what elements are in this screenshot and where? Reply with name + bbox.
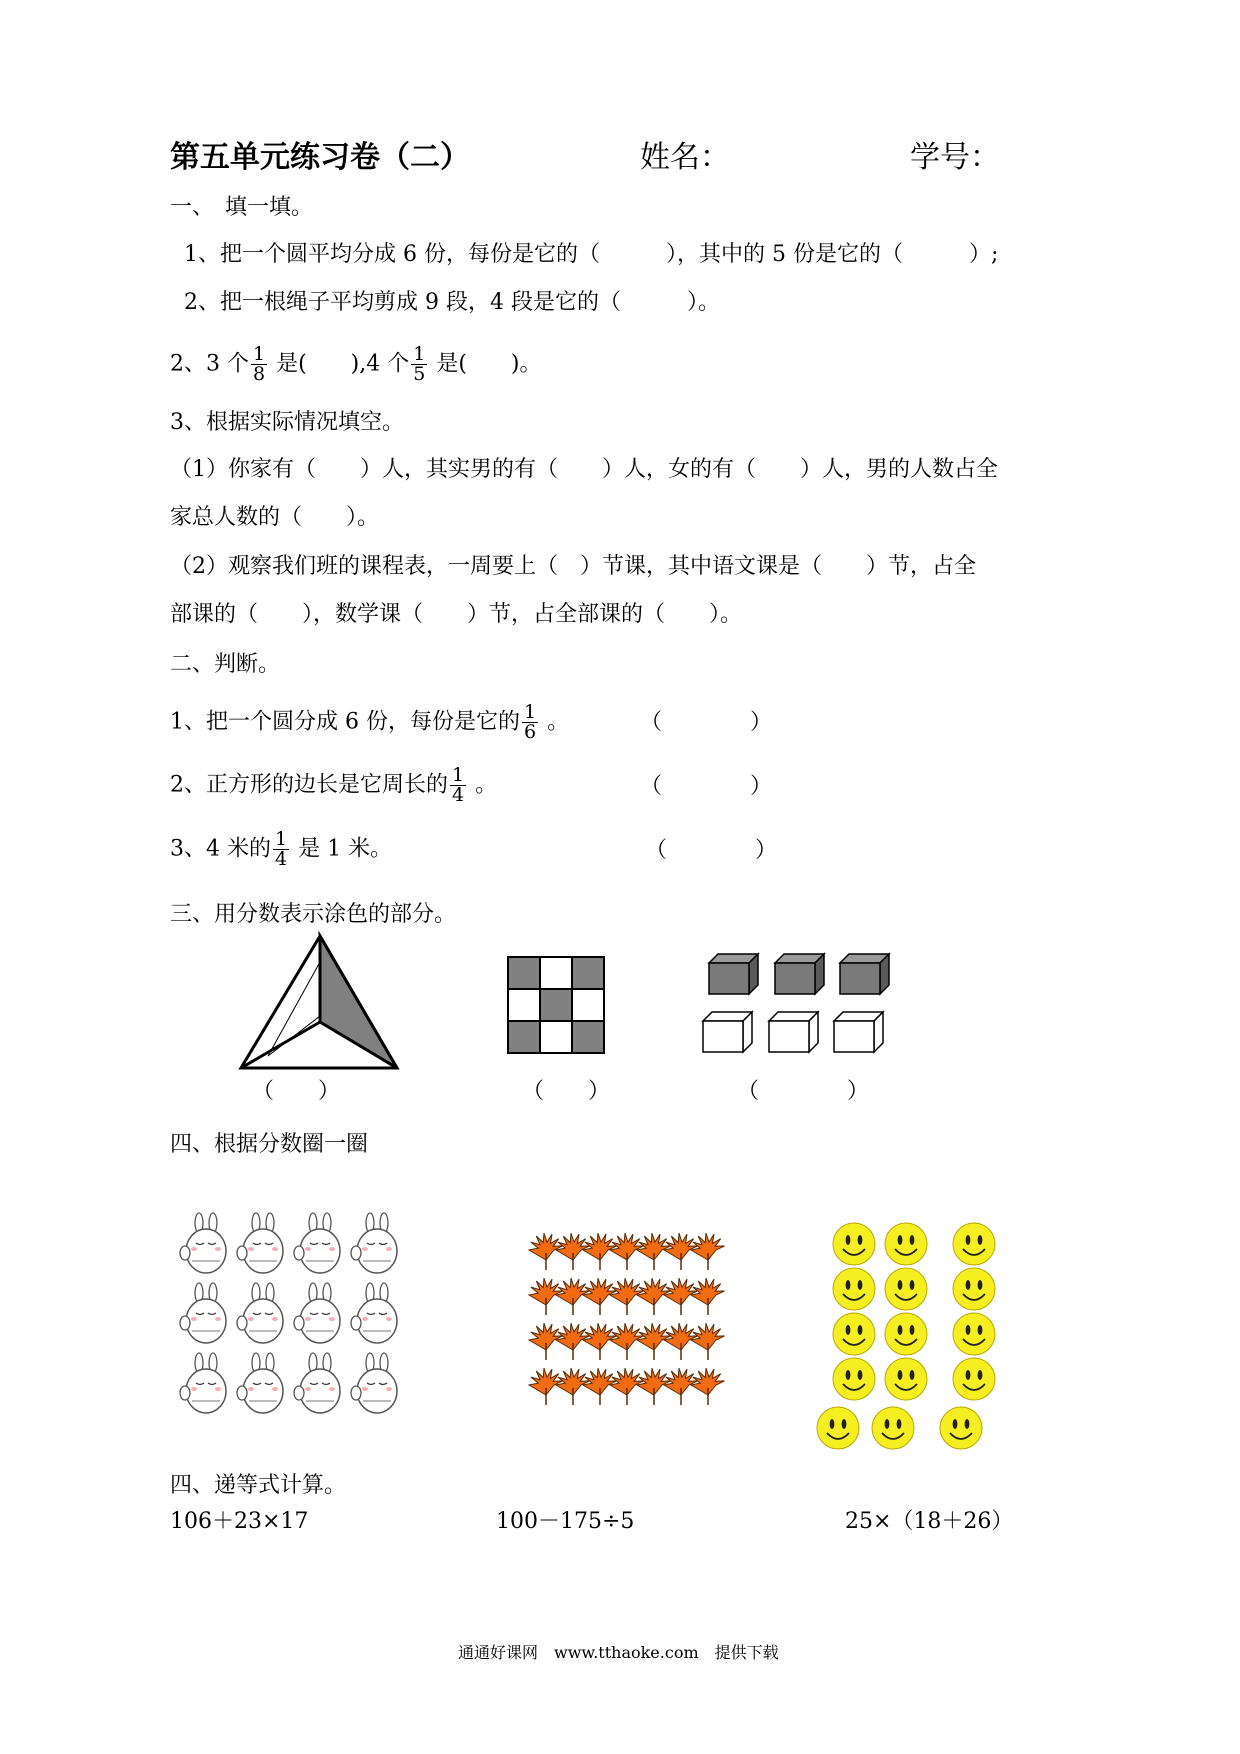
fraction-one-quarter [273,830,289,869]
judge-1-end: 。 [540,709,570,735]
rabbit-cheek [248,1387,254,1391]
fraction-one-fifth [411,345,427,384]
leaf-icon [556,1368,590,1405]
leaf-icon [637,1368,671,1405]
rabbit-cheek [215,1387,221,1391]
smiley-eye [978,1235,983,1245]
rabbit-icon [180,1353,226,1413]
smiley-eye [978,1280,983,1290]
rabbit-cheek [329,1247,335,1251]
smiley-eye [830,1419,835,1429]
smiley-icon [833,1223,875,1265]
rabbit-cheek [386,1247,392,1251]
leaf-icon [610,1323,644,1360]
rabbit-cheek [215,1247,221,1251]
rabbit-icon [351,1283,397,1343]
rabbit-cheek [191,1387,197,1391]
smiley-eye [858,1280,863,1290]
fraction-one-sixth [522,703,538,742]
leaf-icon [529,1368,563,1405]
fraction-one-quarter [450,766,466,805]
smiley-eye [965,1419,970,1429]
grid-cell [540,1021,572,1053]
judge-3-end: 是 1 米。 [291,836,393,862]
judge-3 [170,830,392,869]
rabbit-paw [351,1386,361,1400]
smiley-icon [885,1313,927,1355]
section3-heading: 三、用分数表示涂色的部分。 [170,902,457,927]
leaf-icon [583,1233,617,1270]
cube-unshaded [703,1012,752,1052]
grid-cell [572,989,604,1021]
question-2-mid: 是( ),4 个 [269,351,410,377]
rabbit-paw [237,1386,247,1400]
leaf-icon [637,1323,671,1360]
cubes-figure [703,952,883,1062]
cube-front-face [834,1021,874,1052]
fraction-one-eighth [251,345,267,384]
cube-unshaded [769,1012,818,1052]
leaf-icon [556,1323,590,1360]
cube-unshaded [834,1012,883,1052]
rabbit-icon [180,1213,226,1273]
smiley-eye [953,1419,958,1429]
page-title: 第五单元练习卷（二） [170,140,470,175]
fraction-numerator: 1 [523,701,537,723]
grid-cell-shaded [508,1021,540,1053]
rabbit-paw [180,1246,190,1260]
rabbit-paw [351,1316,361,1330]
rabbit-icon [294,1283,340,1343]
grid-cell-shaded [572,957,604,989]
smiley-face [872,1407,914,1449]
cube-front-face [769,1021,809,1052]
leaf-icon [610,1368,644,1405]
leaf-icon [583,1278,617,1315]
grid-cell [508,989,540,1021]
leaf-icon [691,1368,725,1405]
rabbit-body [357,1369,397,1413]
rabbit-icon [351,1213,397,1273]
rabbit-icon [294,1213,340,1273]
cube-shaded [840,954,889,994]
smiley-eye [846,1325,851,1335]
smiley-eye [966,1325,971,1335]
rabbit-icon [294,1353,340,1413]
smiley-icon [833,1268,875,1310]
fraction-denominator: 6 [523,721,537,743]
leaf-icon [529,1278,563,1315]
question-3-2-line1: （2）观察我们班的课程表，一周要上（ ）节课，其中语文课是（ ）节，占全 [170,554,976,579]
judge-3-answer: （ ） [645,838,778,863]
smiley-face [833,1268,875,1310]
judge-2-text: 2、正方形的边长是它周长的 [170,772,448,798]
smiley-face [885,1268,927,1310]
smiley-icon [833,1358,875,1400]
smiley-eye [846,1235,851,1245]
rabbit-cheek [215,1317,221,1321]
smiley-face [940,1407,982,1449]
rabbit-cheek [305,1317,311,1321]
rabbit-cheek [248,1317,254,1321]
smiley-face [833,1313,875,1355]
footer-credit: 通通好课网 www.tthaoke.com 提供下载 [458,1643,779,1662]
rabbit-paw [294,1316,304,1330]
smiley-icon [940,1407,982,1449]
rabbit-cheek [191,1317,197,1321]
cube-shaded [709,954,758,994]
section1-heading: 一、 填一填。 [170,195,314,220]
smiley-icon [872,1407,914,1449]
leaf-icon [664,1233,698,1270]
smiley-face [817,1407,859,1449]
leaf-icon [556,1278,590,1315]
leaf-icon [664,1278,698,1315]
leaf-icon [664,1323,698,1360]
rabbit-cheek [191,1247,197,1251]
rabbit-icon [237,1353,283,1413]
expression-3: 25×（18＋26） [845,1509,1014,1534]
rabbit-body [186,1369,226,1413]
rabbit-cheek [362,1317,368,1321]
rabbit-body [300,1369,340,1413]
cube-front-face [775,963,815,994]
smiley-eye [898,1370,903,1380]
smiley-eye [898,1235,903,1245]
rabbit-cheek [272,1317,278,1321]
leaf-icon [583,1323,617,1360]
rabbit-paw [180,1316,190,1330]
rabbit-cheek [272,1247,278,1251]
smiley-icon [953,1313,995,1355]
smiley-eye [858,1370,863,1380]
rabbit-cheek [386,1317,392,1321]
grid-cell [540,957,572,989]
leaf-icon [691,1233,725,1270]
fraction-numerator: 1 [253,343,266,365]
fraction-numerator: 1 [413,343,426,365]
smiley-eye [858,1325,863,1335]
rabbit-paw [294,1386,304,1400]
smiley-face [953,1268,995,1310]
smiley-eye [978,1370,983,1380]
leaf-icon [691,1278,725,1315]
smiley-icon [953,1268,995,1310]
grid-figure [506,955,606,1055]
grid-cell-shaded [540,989,572,1021]
rabbits-group [178,1215,408,1430]
leaf-icon [610,1233,644,1270]
leaf-icon [691,1323,725,1360]
fraction-denominator: 8 [253,363,266,385]
cube-shaded [775,954,824,994]
judge-3-text: 3、4 米的 [170,836,271,862]
question-3: 3、根据实际情况填空。 [170,410,404,435]
rabbit-body [186,1229,226,1273]
smiley-face [885,1313,927,1355]
section2-heading: 二、判断。 [170,652,281,677]
rabbit-cheek [362,1247,368,1251]
question-1b: 2、把一根绳子平均剪成 9 段，4 段是它的（ ）。 [184,290,720,315]
smiley-eye [910,1235,915,1245]
grid-cell-shaded [508,957,540,989]
rabbit-paw [351,1246,361,1260]
triangle-figure [240,932,410,1072]
rabbit-body [243,1229,283,1273]
leaf-icon [610,1278,644,1315]
smiley-eye [910,1280,915,1290]
rabbit-body [186,1299,226,1343]
leaves-group [526,1226,726,1416]
fraction-denominator: 4 [452,784,465,806]
smiley-icon [885,1223,927,1265]
rabbit-paw [180,1386,190,1400]
rabbit-body [357,1229,397,1273]
smiley-eye [846,1370,851,1380]
smiley-face [833,1223,875,1265]
leaf-icon [583,1368,617,1405]
judge-1 [170,703,569,742]
judge-2-end: 。 [468,772,498,798]
question-2-post: 是( )。 [429,351,542,377]
rabbit-body [357,1299,397,1343]
fraction-numerator: 1 [275,828,288,850]
rabbit-cheek [386,1387,392,1391]
smiley-eye [910,1370,915,1380]
fraction-denominator: 5 [413,363,426,385]
rabbit-cheek [329,1317,335,1321]
expression-2: 100－175÷5 [496,1509,635,1534]
rabbit-paw [294,1246,304,1260]
triangle-answer: （ ） [252,1079,341,1104]
smiley-eye [885,1419,890,1429]
leaf-icon [529,1323,563,1360]
smiley-eye [897,1419,902,1429]
grid-cell-shaded [572,1021,604,1053]
rabbit-icon [351,1353,397,1413]
fraction-numerator: 1 [452,764,465,786]
smiley-face [885,1223,927,1265]
smileys-group [824,1214,1034,1474]
leaf-icon [637,1233,671,1270]
smiley-icon [953,1223,995,1265]
cube-front-face [703,1021,743,1052]
smiley-eye [966,1370,971,1380]
smiley-eye [846,1280,851,1290]
rabbit-cheek [362,1387,368,1391]
leaf-icon [529,1233,563,1270]
expression-1: 106＋23×17 [170,1509,309,1534]
rabbit-icon [237,1283,283,1343]
rabbit-body [243,1369,283,1413]
rabbit-body [243,1299,283,1343]
leaf-icon [556,1233,590,1270]
leaf-icon [637,1278,671,1315]
section5-heading: 四、递等式计算。 [170,1473,347,1498]
student-id-label: 学号： [910,140,1000,175]
rabbit-cheek [329,1387,335,1391]
smiley-icon [953,1358,995,1400]
judge-2-answer: （ ） [640,774,773,799]
rabbit-body [300,1299,340,1343]
smiley-eye [898,1325,903,1335]
cubes-answer: （ ） [737,1079,870,1104]
question-2-pre: 2、3 个 [170,351,249,377]
smiley-eye [966,1280,971,1290]
smiley-icon [833,1313,875,1355]
rabbit-cheek [272,1387,278,1391]
rabbit-cheek [248,1247,254,1251]
section4-heading: 四、根据分数圈一圈 [170,1132,369,1157]
smiley-eye [858,1235,863,1245]
leaf-icon [664,1368,698,1405]
smiley-face [953,1358,995,1400]
question-3-1-line1: （1）你家有（ ）人，其实男的有（ ）人，女的有（ ）人，男的人数占全 [170,457,998,482]
smiley-eye [910,1325,915,1335]
smiley-icon [885,1268,927,1310]
judge-1-text: 1、把一个圆分成 6 份，每份是它的 [170,709,520,735]
smiley-face [953,1313,995,1355]
question-3-1-line2: 家总人数的（ ）。 [170,505,380,530]
judge-2 [170,766,497,805]
smiley-icon [817,1407,859,1449]
smiley-eye [842,1419,847,1429]
cube-front-face [709,963,749,994]
rabbit-cheek [305,1387,311,1391]
cube-front-face [840,963,880,994]
smiley-face [953,1223,995,1265]
rabbit-icon [237,1213,283,1273]
rabbit-paw [237,1316,247,1330]
fraction-denominator: 4 [275,848,288,870]
smiley-face [885,1358,927,1400]
rabbit-cheek [305,1247,311,1251]
smiley-icon [885,1358,927,1400]
rabbit-body [300,1229,340,1273]
rabbit-paw [237,1246,247,1260]
name-label: 姓名： [640,140,730,175]
grid-answer: （ ） [522,1079,611,1104]
question-1a: 1、把一个圆平均分成 6 份，每份是它的（ ），其中的 5 份是它的（ ）; [184,242,999,267]
smiley-eye [898,1280,903,1290]
rabbit-icon [180,1283,226,1343]
smiley-eye [978,1325,983,1335]
judge-1-answer: （ ） [640,710,773,735]
question-2 [170,345,542,384]
question-3-2-line2: 部课的（ ），数学课（ ）节，占全部课的（ ）。 [170,602,743,627]
smiley-face [833,1358,875,1400]
smiley-eye [966,1235,971,1245]
